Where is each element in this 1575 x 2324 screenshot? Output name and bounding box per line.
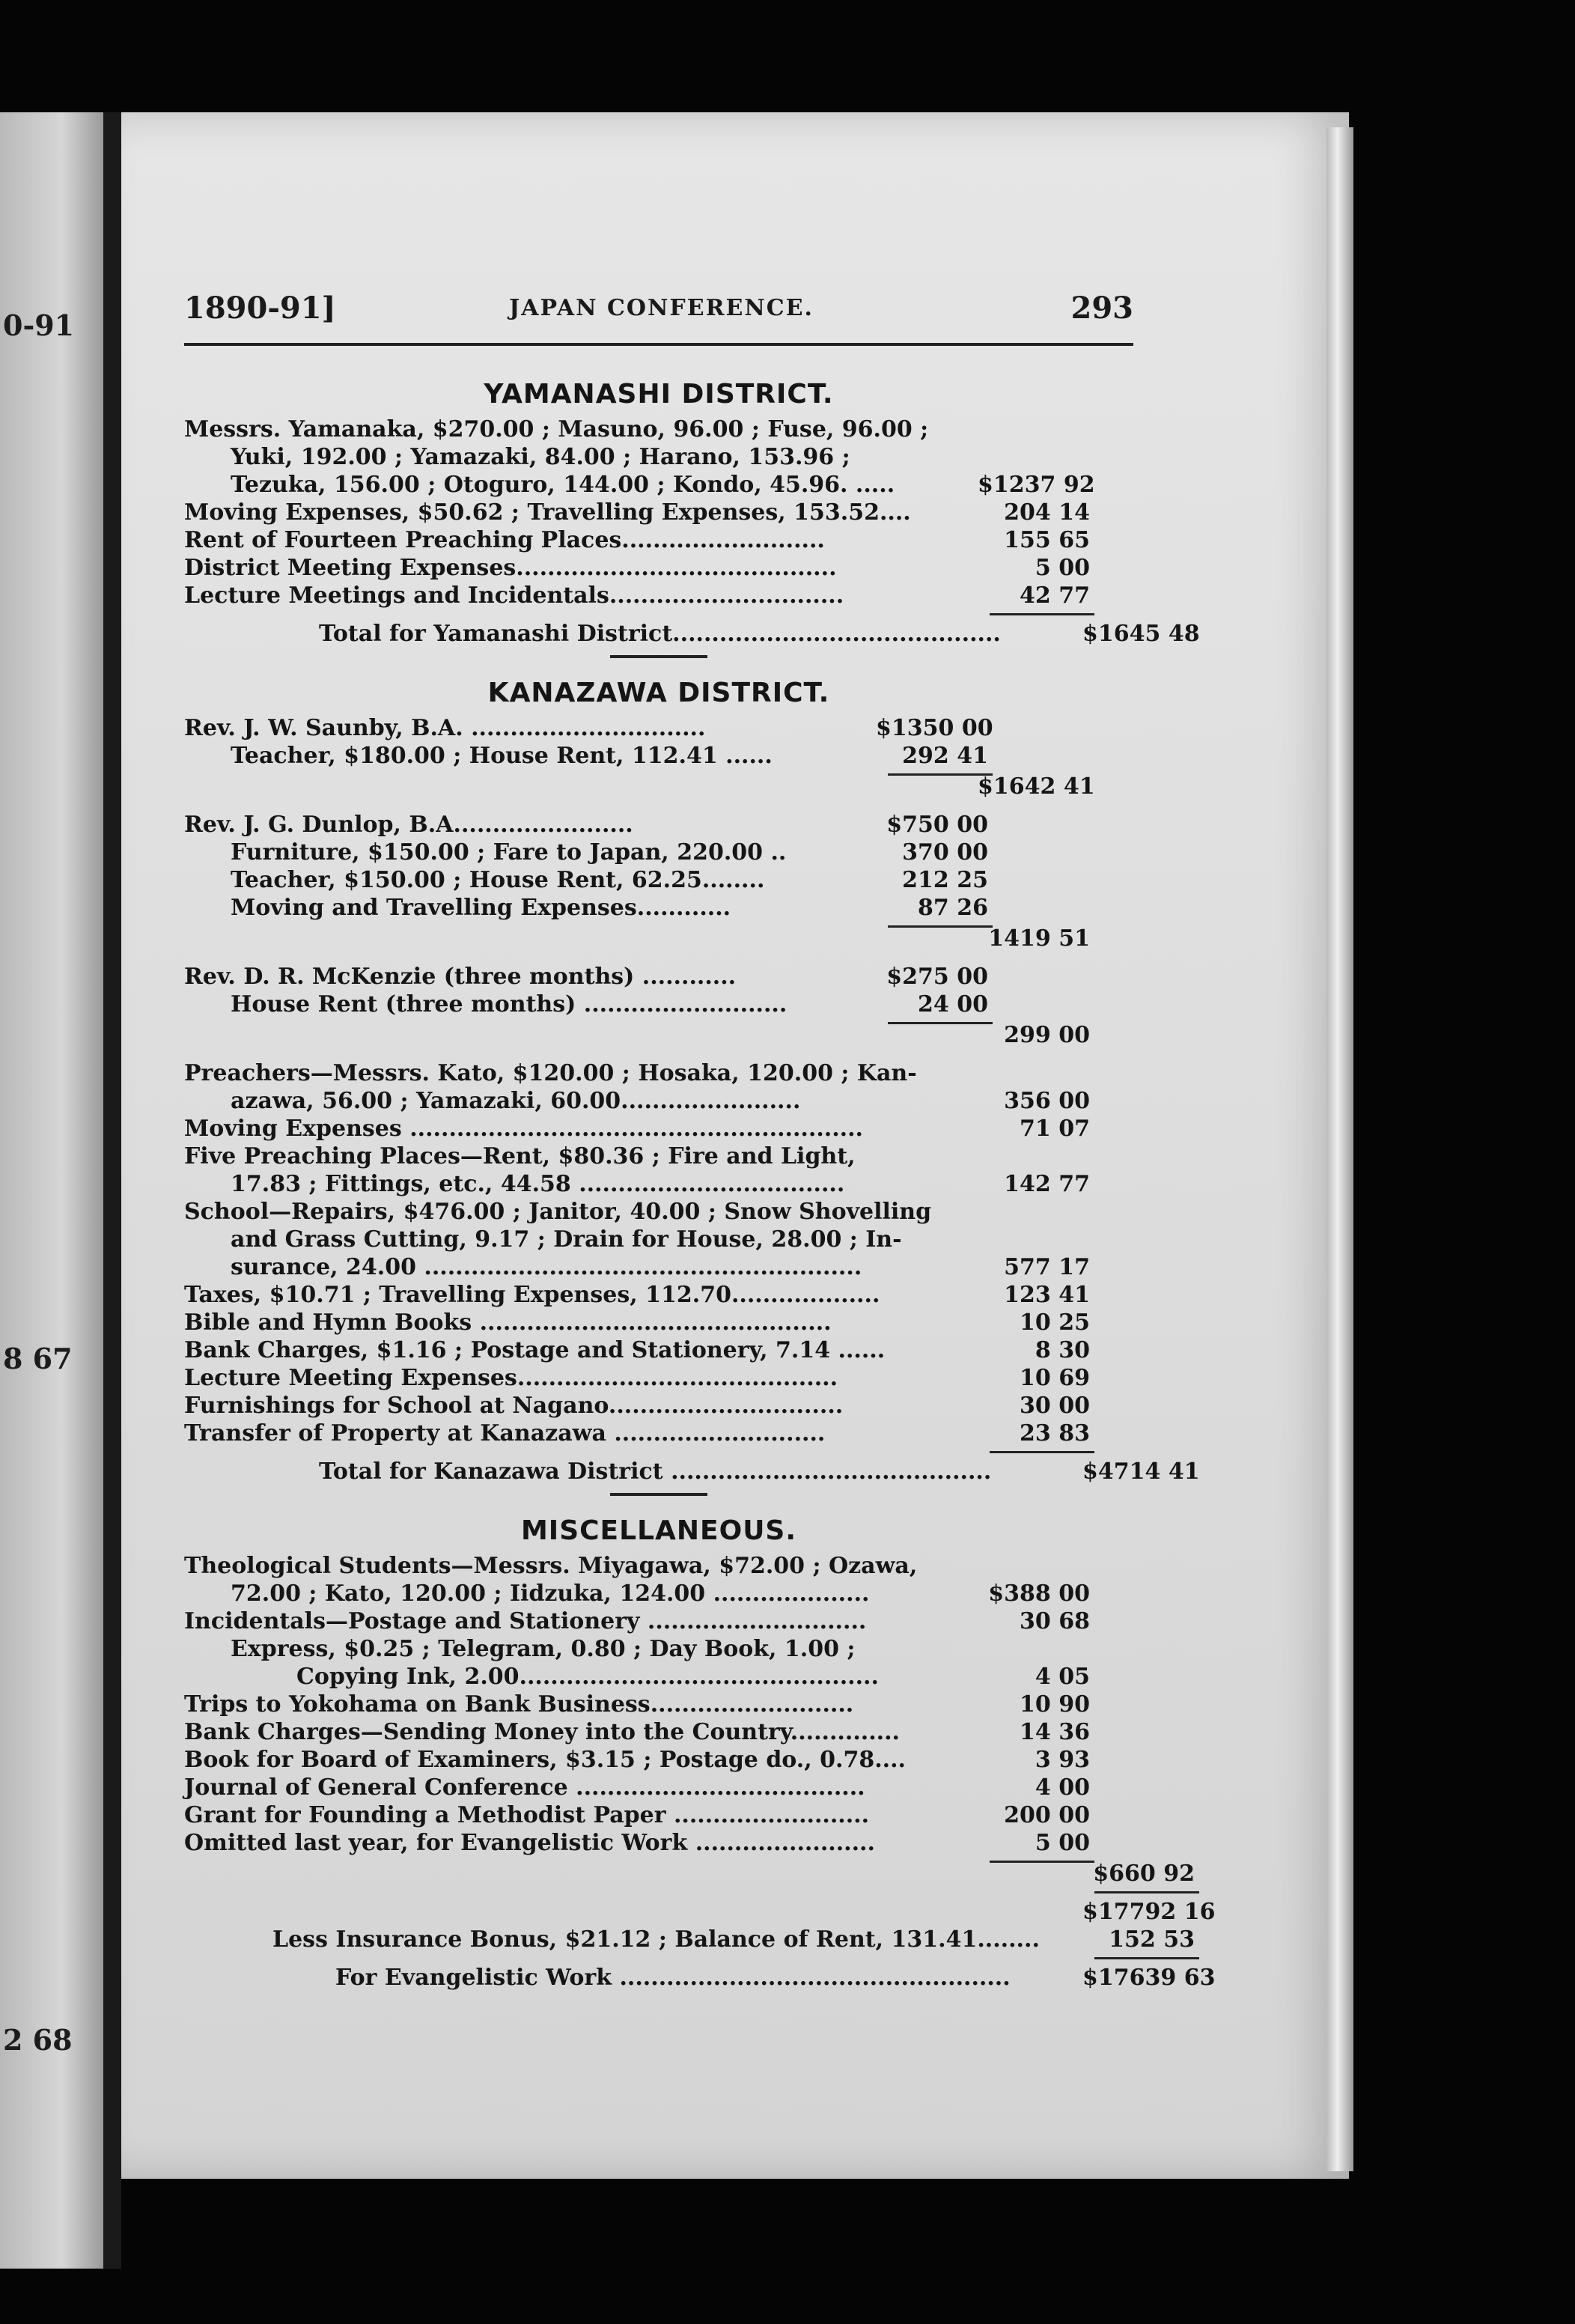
- ledger-row: [184, 526, 1157, 554]
- ledger-subtotal-row: [184, 773, 1157, 800]
- row-description: Trips to Yokohama on Bank Business..........................: [184, 1691, 854, 1718]
- book-gutter: [103, 112, 121, 2269]
- row-amount: $1645 48: [1082, 621, 1200, 647]
- sum-rule: [184, 1888, 1157, 1898]
- row-amount: $17639 63: [1082, 1965, 1216, 1991]
- ledger-row: [184, 1746, 1157, 1774]
- row-description: surance, 24.00 ........................................................: [231, 1254, 862, 1280]
- ledger-row: [184, 1087, 1157, 1115]
- ledger-total-row: [184, 620, 1200, 648]
- ledger-row: [184, 1198, 1157, 1226]
- ledger-row: [184, 554, 1157, 582]
- subtotal-amount: $1642 41: [978, 773, 1095, 800]
- row-amount: 42 77: [1020, 582, 1090, 609]
- row-description: Bible and Hymn Books .............................................: [184, 1309, 832, 1336]
- row-amount: 212 25: [902, 867, 988, 893]
- row-amount: 23 83: [1020, 1420, 1090, 1447]
- row-amount: 142 77: [1004, 1171, 1090, 1197]
- row-description: Moving Expenses, $50.62 ; Travelling Expenses, 153.52....: [184, 499, 911, 526]
- ledger-subtotal-row: [184, 925, 1157, 952]
- section-heading: KANAZAWA DISTRICT.: [487, 678, 830, 708]
- row-amount: 10 25: [1020, 1309, 1090, 1336]
- ledger-row: [184, 1607, 1157, 1635]
- page-number: 293: [1070, 290, 1133, 326]
- row-description: Theological Students—Messrs. Miyagawa, $72.00 ; Ozawa,: [184, 1553, 918, 1579]
- page-stack-edge: [1326, 127, 1353, 2171]
- row-description: Taxes, $10.71 ; Travelling Expenses, 112.70...................: [184, 1282, 880, 1308]
- ledger-row: [184, 1170, 1157, 1198]
- section-separator: [610, 655, 707, 658]
- row-description: Furniture, $150.00 ; Fare to Japan, 220.00 ..: [231, 839, 787, 866]
- row-amount: 5 00: [1035, 555, 1090, 581]
- row-description: Incidentals—Postage and Stationery ............................: [184, 1608, 867, 1634]
- row-amount: 356 00: [1004, 1088, 1090, 1114]
- row-description: Total for Yamanashi District..........................................: [319, 621, 1001, 647]
- header-title: JAPAN CONFERENCE.: [509, 295, 814, 321]
- row-description: Furnishings for School at Nagano..............................: [184, 1393, 844, 1419]
- row-amount: 30 00: [1020, 1393, 1090, 1419]
- ledger-row: [184, 839, 1157, 866]
- ledger-row: [184, 1253, 1157, 1281]
- row-description: Messrs. Yamanaka, $270.00 ; Masuno, 96.00 ; Fuse, 96.00 ;: [184, 416, 929, 442]
- row-amount: 30 68: [1020, 1608, 1090, 1634]
- row-description: Lecture Meetings and Incidentals..............................: [184, 582, 844, 609]
- row-description: School—Repairs, $476.00 ; Janitor, 40.00 ; Snow Shovelling: [184, 1199, 932, 1225]
- ledger-row: [184, 1281, 1157, 1309]
- ledger-row: [184, 582, 1157, 609]
- subtotal-amount: 299 00: [1004, 1022, 1090, 1048]
- row-description: azawa, 56.00 ; Yamazaki, 60.00.......................: [231, 1088, 801, 1114]
- row-gap: [184, 1049, 1157, 1059]
- ledger-row: [184, 1801, 1157, 1829]
- ledger-subtotal-row: [184, 1021, 1157, 1049]
- row-amount: 200 00: [1004, 1802, 1090, 1828]
- row-description: Journal of General Conference .....................................: [184, 1774, 865, 1801]
- row-description: Moving and Travelling Expenses............: [231, 895, 731, 921]
- row-amount: 4 05: [1035, 1664, 1090, 1690]
- ledger-row: [184, 742, 1157, 770]
- row-amount: 24 00: [918, 991, 988, 1017]
- row-gap: [184, 800, 1157, 811]
- ledger-total-row: [184, 1926, 1195, 1953]
- row-amount: $1237 92: [978, 472, 1095, 498]
- header-rule: [184, 343, 1133, 346]
- subtotal-amount: 1419 51: [988, 925, 1090, 952]
- row-amount: 14 36: [1020, 1719, 1090, 1745]
- row-amount: 71 07: [1020, 1116, 1090, 1142]
- page-header: [184, 290, 1133, 328]
- ledger-row: [184, 499, 1157, 526]
- ledger-row: [184, 1420, 1157, 1447]
- row-amount: $275 00: [886, 964, 988, 990]
- row-amount: 577 17: [1004, 1254, 1090, 1280]
- row-description: Omitted last year, for Evangelistic Work .......................: [184, 1830, 875, 1856]
- row-amount: $1350 00: [876, 715, 993, 741]
- ledger-row: [184, 1635, 1157, 1663]
- ledger-total-row: [184, 1458, 1200, 1485]
- row-amount: 87 26: [918, 895, 988, 921]
- row-description: House Rent (three months) ..........................: [231, 991, 788, 1017]
- ledger-row: [184, 1580, 1157, 1607]
- ledger-row: [184, 991, 1157, 1018]
- ledger-row: [184, 416, 1157, 443]
- ledger-row: [184, 1691, 1157, 1718]
- left-page-year-fragment: 0-91: [3, 308, 75, 342]
- row-description: Rev. J. W. Saunby, B.A. ..............................: [184, 715, 706, 741]
- ledger-row: [184, 1774, 1157, 1801]
- row-description: 17.83 ; Fittings, etc., 44.58 ..................................: [231, 1171, 845, 1197]
- row-description: Preachers—Messrs. Kato, $120.00 ; Hosaka, 120.00 ; Kan-: [184, 1060, 917, 1086]
- row-description: Transfer of Property at Kanazawa ...........................: [184, 1420, 826, 1447]
- row-description: Copying Ink, 2.00..............................................: [296, 1664, 879, 1690]
- ledger-row: [184, 1829, 1157, 1857]
- row-description: Book for Board of Examiners, $3.15 ; Postage do., 0.78....: [184, 1747, 906, 1773]
- row-description: Yuki, 192.00 ; Yamazaki, 84.00 ; Harano, 153.96 ;: [231, 444, 850, 470]
- row-amount: 4 00: [1035, 1774, 1090, 1801]
- row-description: Rent of Fourteen Preaching Places..........................: [184, 527, 825, 553]
- ledger-row: [184, 811, 1157, 839]
- ledger-row: [184, 443, 1157, 471]
- ledger-row: [184, 1226, 1157, 1253]
- row-description: For Evangelistic Work ..................................................: [335, 1965, 1011, 1991]
- ledger-row: [184, 866, 1157, 894]
- ledger-row: [184, 1115, 1157, 1143]
- row-description: Total for Kanazawa District .........................................: [319, 1458, 992, 1485]
- ledger-row: [184, 1718, 1157, 1746]
- row-amount: 204 14: [1004, 499, 1090, 526]
- row-amount: 292 41: [902, 743, 988, 769]
- left-page-amount-fragment: 2 68: [3, 2023, 73, 2057]
- ledger-row: [184, 1552, 1157, 1580]
- row-description: and Grass Cutting, 9.17 ; Drain for House, 28.00 ; In-: [231, 1226, 902, 1253]
- row-description: Bank Charges—Sending Money into the Country..............: [184, 1719, 900, 1745]
- row-amount: 10 69: [1020, 1365, 1090, 1391]
- row-description: District Meeting Expenses.........................................: [184, 555, 837, 581]
- row-description: Express, $0.25 ; Telegram, 0.80 ; Day Book, 1.00 ;: [231, 1636, 856, 1662]
- row-gap: [184, 952, 1157, 963]
- row-amount: 8 30: [1035, 1337, 1090, 1363]
- ledger-content: [184, 359, 1216, 1992]
- row-amount: $750 00: [886, 812, 988, 838]
- row-amount: 370 00: [902, 839, 988, 866]
- section-separator: [610, 1493, 707, 1496]
- row-amount: 10 90: [1020, 1691, 1090, 1718]
- row-description: Five Preaching Places—Rent, $80.36 ; Fire and Light,: [184, 1143, 856, 1169]
- ledger-subtotal-row: [184, 1860, 1195, 1888]
- row-amount: 123 41: [1004, 1282, 1090, 1308]
- row-amount: $4714 41: [1082, 1458, 1200, 1485]
- ledger-row: [184, 714, 1157, 742]
- row-description: Lecture Meeting Expenses.........................................: [184, 1365, 838, 1391]
- sum-rule: [184, 1447, 1157, 1458]
- row-amount: 152 53: [1109, 1926, 1195, 1953]
- ledger-row: [184, 1898, 1216, 1926]
- row-amount: $388 00: [988, 1581, 1090, 1607]
- subtotal-amount: $660 92: [1093, 1861, 1195, 1887]
- row-amount: 155 65: [1004, 527, 1090, 553]
- ledger-row: [184, 1336, 1157, 1364]
- header-years: 1890-91]: [184, 290, 336, 326]
- row-amount: 5 00: [1035, 1830, 1090, 1856]
- row-description: Less Insurance Bonus, $21.12 ; Balance of Rent, 131.41........: [272, 1926, 1040, 1953]
- row-description: Tezuka, 156.00 ; Otoguro, 144.00 ; Kondo, 45.96. .....: [231, 472, 895, 498]
- row-description: Rev. D. R. McKenzie (three months) ............: [184, 964, 737, 990]
- row-description: Grant for Founding a Methodist Paper .........................: [184, 1802, 870, 1828]
- ledger-row: [184, 1059, 1157, 1087]
- ledger-total-row: [184, 1964, 1216, 1992]
- ledger-row: [184, 1143, 1157, 1170]
- row-description: Moving Expenses ..........................................................: [184, 1116, 863, 1142]
- row-description: 72.00 ; Kato, 120.00 ; Iidzuka, 124.00 ....................: [231, 1581, 870, 1607]
- sum-rule: [184, 1953, 1157, 1964]
- row-amount: $17792 16: [1082, 1899, 1216, 1925]
- section-heading: MISCELLANEOUS.: [520, 1515, 797, 1546]
- row-description: Teacher, $150.00 ; House Rent, 62.25........: [231, 867, 765, 893]
- ledger-row: [184, 894, 1157, 922]
- sum-rule: [184, 609, 1157, 620]
- ledger-row: [184, 1663, 1157, 1691]
- row-description: Teacher, $180.00 ; House Rent, 112.41 ......: [231, 743, 773, 769]
- ledger-row: [184, 471, 1157, 499]
- section-heading: YAMANASHI DISTRICT.: [484, 379, 834, 410]
- row-amount: 3 93: [1035, 1747, 1090, 1773]
- row-description: Bank Charges, $1.16 ; Postage and Stationery, 7.14 ......: [184, 1337, 886, 1363]
- row-description: Rev. J. G. Dunlop, B.A.......................: [184, 812, 633, 838]
- left-page-edge: [0, 112, 103, 2269]
- ledger-row: [184, 1364, 1157, 1392]
- left-page-amount-fragment: 8 67: [3, 1342, 73, 1375]
- ledger-row: [184, 963, 1157, 991]
- ledger-row: [184, 1392, 1157, 1420]
- ledger-row: [184, 1309, 1157, 1336]
